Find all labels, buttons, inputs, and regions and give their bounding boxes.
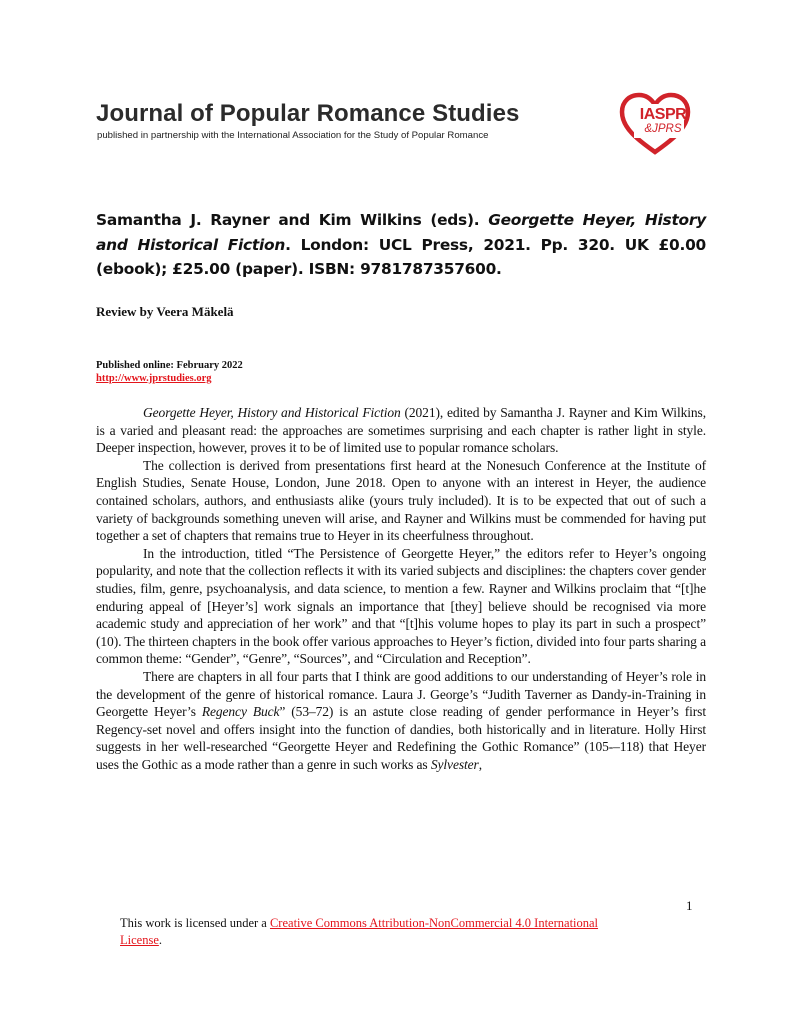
review-body	[96, 404, 706, 773]
license-suffix: .	[158, 933, 162, 947]
journal-subtitle: published in partnership with the International Association for the Study of Popular Romance	[97, 130, 489, 141]
iaspr-logo	[618, 92, 692, 156]
published-date: Published online: February 2022	[96, 360, 243, 371]
citation-authors: Samantha J. Rayner and Kim Wilkins (eds).	[96, 211, 480, 229]
book-title-italic: Georgette Heyer, History and Historical Fiction	[143, 405, 401, 420]
logo-text-iaspr: IASPR	[639, 106, 687, 123]
book-citation	[96, 208, 706, 282]
citation-publication: . London: UCL Press, 2021. Pp. 320. UK £0.00 (ebook); £25.00 (paper). ISBN: 9781787357600.	[96, 235, 706, 278]
book-title-italic: Regency Buck	[201, 704, 280, 720]
body-paragraph-3: In the introduction, titled “The Persistence of Georgette Heyer,” the editors refer to Heyer’s ongoing popularity, and note that the collection reflects it with its varied subjects and disciplines: the chapters cover gender studies, film, genre, psychoanalysis, and data science, to mention a few. Rayner and Wilkins proclaim that “[t]he enduring appeal of [Heyer’s] work signals an importance that [they] believe should be recognised via more academic study and appreciation of her work” and that “[t]his volume hopes to play its part in such a prospect” (10). The thirteen chapters in the book offer various approaches to Heyer’s fiction, divided into four parts sharing a common theme: “Gender”, “Genre”, “Sources”, and “Circulation and Reception”.	[96, 545, 706, 667]
paragraph-text: There are chapters in all four parts that I think are good additions to our understanding of Heyer’s role in the development of the genre of historical romance. Laura J. George’s “Judith Taverner as Dandy-in-Training in Georgette Heyer’s	[96, 668, 706, 720]
license-prefix: This work is licensed under a	[120, 916, 270, 930]
license-footer	[120, 915, 640, 949]
paragraph-text: ,	[478, 756, 482, 772]
body-paragraph-4	[96, 668, 706, 774]
body-paragraph-2: The collection is derived from presentations first heard at the Nonesuch Conference at the Institute of English Studies, Senate House, London, June 2018. Open to anyone with an interest in Heyer, the audience contained scholars, authors, and enthusiasts alike (yours truly included). It is to be expected that out of such a variety of backgrounds something uneven will arise, and Rayner and Wilkins must be commended for having put together a set of chapters that remains true to Heyer in its cheerfulness throughout.	[96, 457, 706, 544]
page-number: 1	[686, 898, 693, 913]
reviewer-line: Review by Veera Mäkelä	[96, 304, 234, 319]
book-title-italic: Sylvester	[430, 756, 479, 772]
logo-text-jprs: &JPRS	[644, 123, 682, 135]
paragraph-text: (2021), edited by Samantha J. Rayner and Kim Wilkins, is a varied and pleasant read: the approaches are sometimes surprising and each chapter is rather light in style. Deeper inspection, however, proves it to be of limited use to popular romance scholars.	[96, 405, 706, 456]
publication-info	[96, 359, 243, 385]
body-paragraph-1	[96, 404, 706, 457]
citation-book-title: Georgette Heyer, History and Historical Fiction	[96, 211, 706, 254]
journal-url-link[interactable]: http://www.jprstudies.org	[96, 373, 212, 384]
license-link[interactable]: Creative Commons Attribution-NonCommercial 4.0 International License	[120, 916, 599, 947]
paragraph-text: ” (53–72) is an astute close reading of gender performance in Heyer’s first Regency-set novel and offers insight into the function of dandies, both historically and in literature. Holly Hirst suggests in her well-researched “Georgette Heyer and Redefining the Gothic Romance” (105-–118) that Heyer uses the Gothic as a mode rather than a genre in such works as	[96, 704, 706, 772]
journal-title: Journal of Popular Romance Studies	[96, 100, 520, 127]
